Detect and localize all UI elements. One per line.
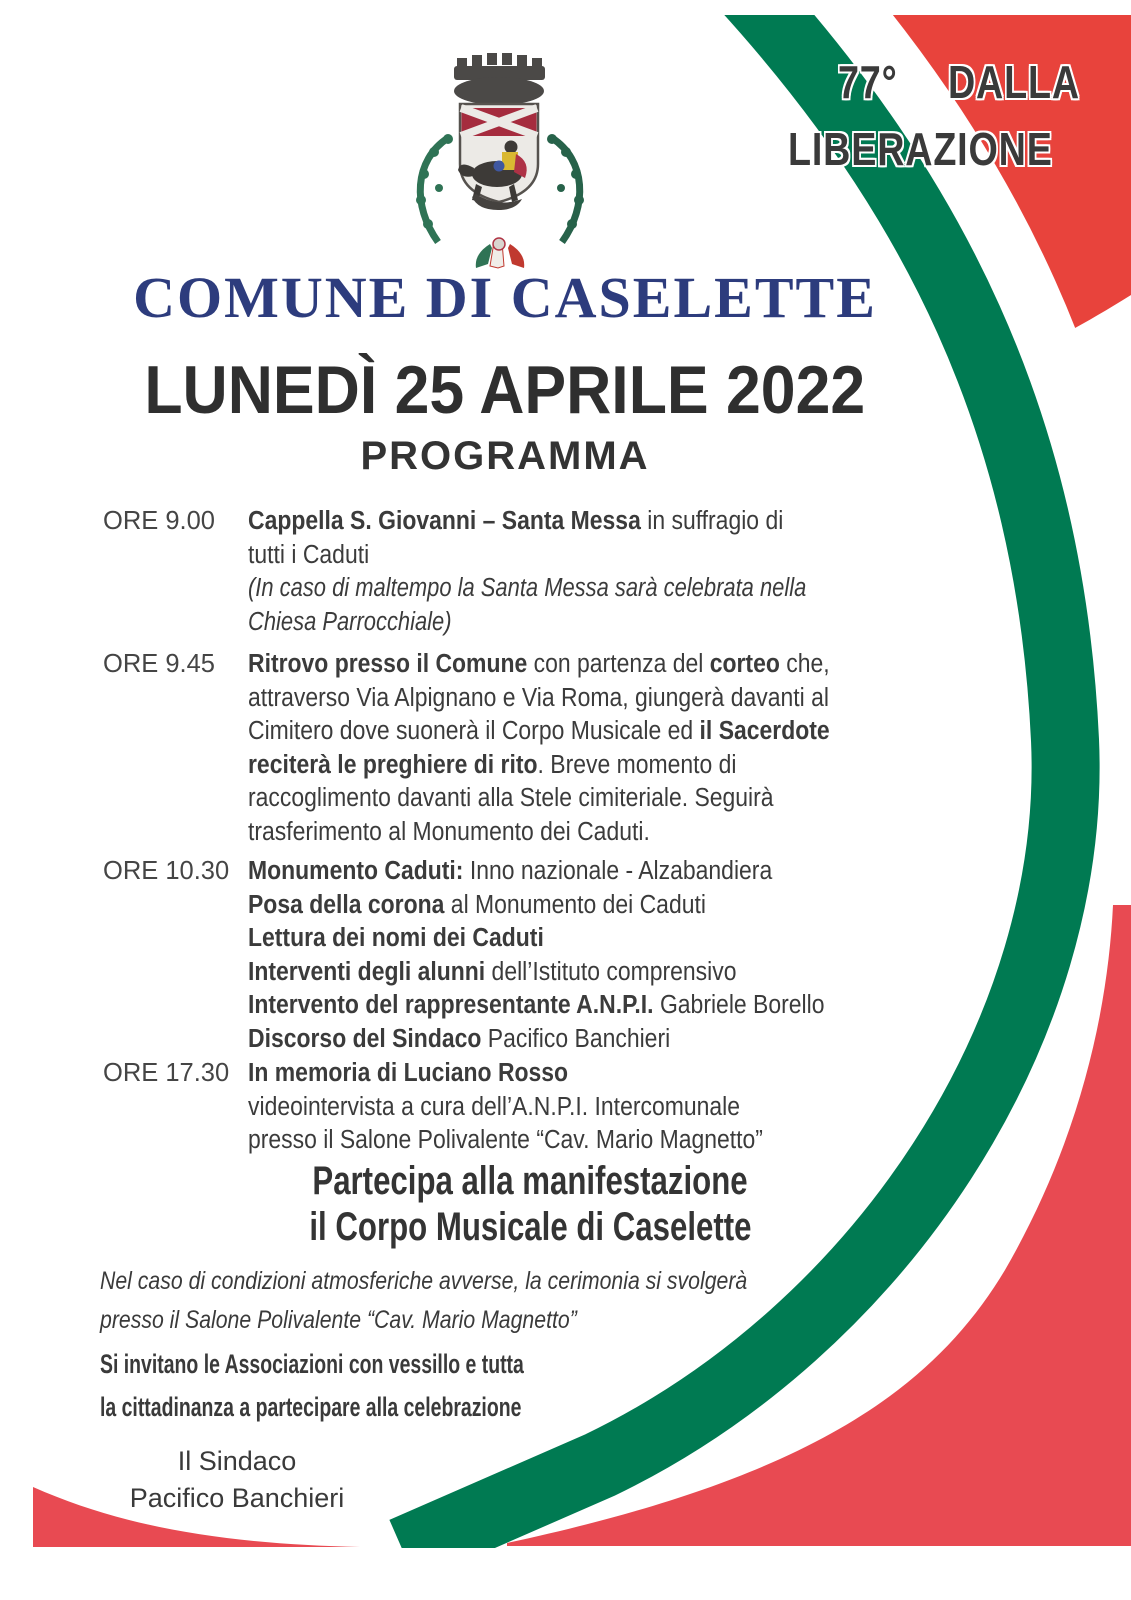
anniversary-word-liberazione: LIBERAZIONE: [788, 123, 1053, 175]
schedule-line: [248, 648, 946, 682]
schedule-row-0945: [103, 648, 1023, 849]
schedule-text: che,: [779, 650, 830, 678]
mayor-signature: [117, 1443, 357, 1517]
invitation-text: [100, 1343, 689, 1429]
participate-line-2: il Corpo Musicale di Caselette: [308, 1205, 752, 1249]
schedule-line: [248, 1057, 946, 1091]
schedule-text: Cappella S. Giovanni – Santa Messa: [248, 507, 641, 535]
schedule-line: [248, 715, 946, 749]
schedule-content: [248, 1057, 1023, 1158]
municipality-title: COMUNE DI CASELETTE: [133, 265, 877, 330]
weather-note-line-2: presso il Salone Polivalente “Cav. Mario Magnetto”: [100, 1306, 577, 1334]
schedule-line: [248, 956, 946, 990]
schedule-text: In memoria di Luciano Rosso: [248, 1059, 569, 1087]
anniversary-word-dalla: DALLA: [948, 56, 1080, 108]
schedule-row-1730: [103, 1057, 1023, 1158]
schedule-text: al Monumento dei Caduti: [444, 890, 706, 919]
weather-note: [100, 1262, 861, 1340]
schedule-line-italic: [248, 606, 915, 640]
schedule-text: in suffragio di: [640, 507, 784, 535]
schedule-text: Monumento Caduti:: [248, 857, 464, 885]
caselette-coat-of-arms: [398, 44, 603, 270]
schedule-text: il Sacerdote: [699, 717, 830, 745]
schedule-line: [248, 989, 946, 1023]
schedule-time: ORE 9.45: [103, 650, 215, 678]
laurel-branch-icon: [416, 134, 453, 242]
schedule-line: [248, 1091, 946, 1125]
schedule-line: [248, 749, 946, 783]
schedule-line: [248, 1124, 946, 1158]
schedule-text: Interventi degli alunni: [248, 957, 486, 986]
mayor-title: Il Sindaco: [177, 1446, 297, 1476]
schedule-text: dell’Istituto comprensivo: [485, 957, 737, 986]
invitation-line-1: Si invitano le Associazioni con vessillo e tutta: [100, 1349, 524, 1379]
schedule-text: Discorso del Sindaco: [248, 1024, 482, 1053]
schedule-text: Ritrovo presso il Comune: [248, 650, 528, 678]
schedule-line: [248, 782, 946, 816]
shield-icon: [458, 104, 538, 210]
schedule-line: [248, 889, 946, 923]
schedule-text: attraverso Via Alpignano e Via Roma, giungerà davanti al: [248, 683, 829, 712]
schedule-line: [248, 682, 946, 716]
schedule-content: [248, 505, 1023, 639]
schedule-text: Pacifico Banchieri: [481, 1024, 671, 1053]
schedule-text: con partenza del: [527, 650, 710, 678]
oak-branch-icon: [547, 134, 584, 242]
schedule-time: ORE 17.30: [103, 1059, 230, 1087]
event-date-text: LUNEDÌ 25 APRILE 2022: [144, 352, 866, 428]
schedule-line: [248, 505, 946, 539]
schedule-text: Chiesa Parrocchiale): [248, 607, 452, 636]
schedule-text: trasferimento al Monumento dei Caduti.: [248, 817, 650, 846]
bottom-margin: [0, 1548, 1131, 1600]
schedule-row-0900: [103, 505, 1023, 639]
schedule-text: tutti i Caduti: [248, 540, 370, 569]
schedule-text: Cimitero dove suonerà il Corpo Musicale ed: [248, 717, 700, 745]
schedule-time: ORE 9.00: [103, 507, 215, 535]
schedule-text: Inno nazionale - Alzabandiera: [463, 857, 773, 885]
schedule-text: . Breve momento di: [537, 750, 737, 779]
schedule-text: raccoglimento davanti alla Stele cimiteriale. Seguirà: [248, 784, 774, 812]
schedule-time: ORE 10.30: [103, 857, 230, 885]
schedule-text: presso il Salone Polivalente “Cav. Mario Magnetto”: [248, 1126, 763, 1154]
mayor-name: Pacifico Banchieri: [129, 1483, 345, 1513]
schedule-content: [248, 855, 1023, 1056]
schedule-text: corteo: [709, 650, 780, 678]
weather-note-line-1: Nel caso di condizioni atmosferiche avverse, la cerimonia si svolgerà: [100, 1267, 748, 1295]
mural-crown-icon: [454, 53, 545, 105]
event-date-title: [0, 350, 1010, 430]
schedule-text: Gabriele Borello: [653, 991, 825, 1019]
schedule-text: videointervista a cura dell’A.N.P.I. Intercomunale: [248, 1092, 740, 1121]
schedule-text: reciterà le preghiere di rito: [248, 750, 538, 779]
participate-banner: [130, 1158, 930, 1250]
invitation-line-2: la cittadinanza a partecipare alla celebrazione: [100, 1392, 522, 1422]
schedule-line: [248, 855, 946, 889]
schedule-text: Posa della corona: [248, 890, 445, 919]
top-margin: [0, 0, 1131, 15]
program-subtitle: PROGRAMMA: [360, 434, 650, 478]
schedule-line: [248, 922, 946, 956]
schedule-text: Intervento del rappresentante A.N.P.I.: [248, 991, 654, 1019]
schedule-content: [248, 648, 1023, 849]
schedule-row-1030: [103, 855, 1023, 1056]
schedule-line: [248, 539, 946, 573]
participate-line-1: Partecipa alla manifestazione: [312, 1159, 748, 1203]
schedule-text: Lettura dei nomi dei Caduti: [248, 924, 544, 952]
schedule-text: (In caso di maltempo la Santa Messa sarà celebrata nella: [248, 574, 807, 602]
schedule-line: [248, 816, 946, 850]
anniversary-number: 77°: [838, 56, 898, 108]
schedule-line: [248, 1023, 946, 1057]
schedule-line-italic: [248, 572, 915, 606]
